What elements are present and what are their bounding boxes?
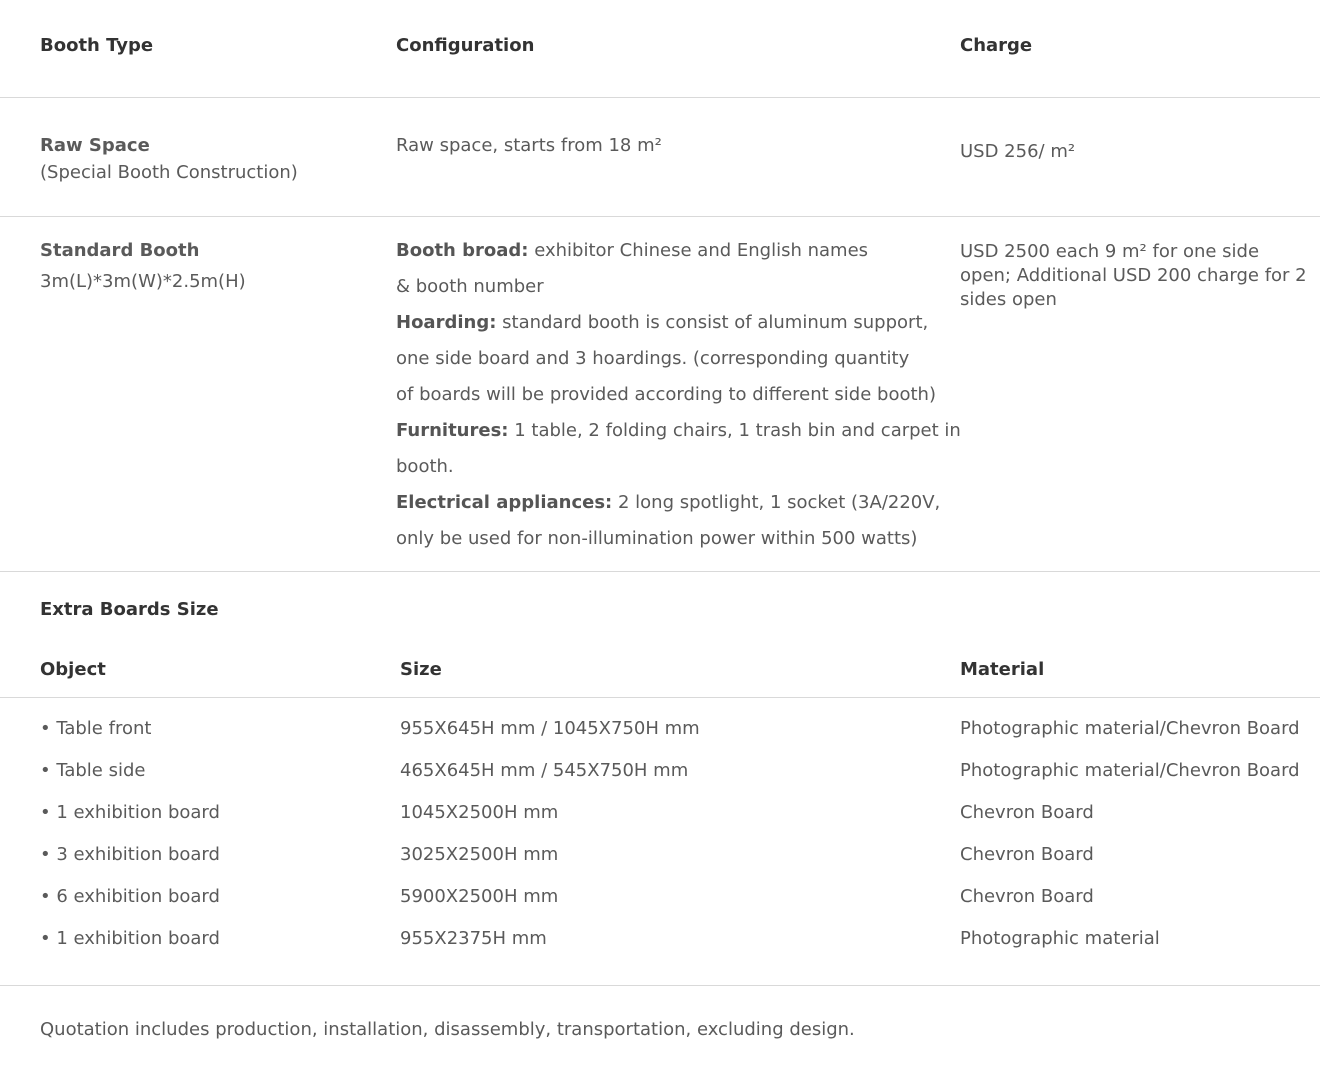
extra-size: 465X645H mm / 545X750H mm bbox=[400, 760, 689, 781]
config-furn-label: Furnitures: bbox=[396, 420, 509, 441]
header-configuration: Configuration bbox=[396, 35, 535, 56]
config-hoarding-label: Hoarding: bbox=[396, 312, 497, 333]
extra-object: • 1 exhibition board bbox=[40, 802, 220, 823]
extra-material: Photographic material/Chevron Board bbox=[960, 718, 1300, 739]
extra-object: • Table side bbox=[40, 760, 146, 781]
standard-booth-divider bbox=[0, 571, 1320, 572]
extra-material: Chevron Board bbox=[960, 802, 1094, 823]
extra-material: Photographic material/Chevron Board bbox=[960, 760, 1300, 781]
config-broad-text: exhibitor Chinese and English names bbox=[528, 240, 869, 261]
extra-object: • 1 exhibition board bbox=[40, 928, 220, 949]
header-material: Material bbox=[960, 659, 1045, 680]
standard-booth-dimensions: 3m(L)*3m(W)*2.5m(H) bbox=[40, 271, 246, 292]
extra-object: • Table front bbox=[40, 718, 152, 739]
extra-material: Chevron Board bbox=[960, 844, 1094, 865]
extra-size: 1045X2500H mm bbox=[400, 802, 559, 823]
header-booth-type: Booth Type bbox=[40, 35, 154, 56]
config-elec-label: Electrical appliances: bbox=[396, 492, 613, 513]
config-hoarding-line-3: of boards will be provided according to different side booth) bbox=[396, 384, 936, 405]
config-hoarding-line-2: one side board and 3 hoardings. (corresponding quantity bbox=[396, 348, 910, 369]
quotation-footnote: Quotation includes production, installation, disassembly, transportation, excluding design. bbox=[40, 1019, 855, 1040]
extra-material: Photographic material bbox=[960, 928, 1160, 949]
extra-material: Chevron Board bbox=[960, 886, 1094, 907]
config-broad-line-2: & booth number bbox=[396, 276, 544, 297]
config-electrical bbox=[396, 492, 940, 513]
config-furn-line-2: booth. bbox=[396, 456, 454, 477]
raw-space-name: Raw Space bbox=[40, 135, 150, 156]
config-furn-text: 1 table, 2 folding chairs, 1 trash bin and carpet in bbox=[508, 420, 961, 441]
extra-boards-divider bbox=[0, 985, 1320, 986]
raw-space-subtitle: (Special Booth Construction) bbox=[40, 162, 298, 183]
extra-object: • 6 exhibition board bbox=[40, 886, 220, 907]
config-hoarding bbox=[396, 312, 928, 333]
config-broad-label: Booth broad: bbox=[396, 240, 529, 261]
header-divider bbox=[0, 97, 1320, 98]
config-furnitures bbox=[396, 420, 961, 441]
header-size: Size bbox=[400, 659, 442, 680]
extra-size: 955X645H mm / 1045X750H mm bbox=[400, 718, 700, 739]
extra-object: • 3 exhibition board bbox=[40, 844, 220, 865]
header-charge: Charge bbox=[960, 35, 1033, 56]
config-booth-broad bbox=[396, 240, 868, 261]
config-elec-text: 2 long spotlight, 1 socket (3A/220V, bbox=[612, 492, 941, 513]
extra-size: 5900X2500H mm bbox=[400, 886, 559, 907]
config-elec-line-2: only be used for non-illumination power within 500 watts) bbox=[396, 528, 918, 549]
standard-booth-name: Standard Booth bbox=[40, 240, 200, 261]
config-hoarding-text: standard booth is consist of aluminum support, bbox=[496, 312, 929, 333]
extra-header-divider bbox=[0, 697, 1320, 698]
header-object: Object bbox=[40, 659, 106, 680]
raw-space-divider bbox=[0, 216, 1320, 217]
standard-booth-charge: USD 2500 each 9 m² for one side open; Additional USD 200 charge for 2 sides open bbox=[960, 241, 1307, 310]
raw-space-configuration: Raw space, starts from 18 m² bbox=[396, 135, 662, 156]
extra-boards-title: Extra Boards Size bbox=[40, 599, 219, 620]
extra-size: 3025X2500H mm bbox=[400, 844, 559, 865]
extra-size: 955X2375H mm bbox=[400, 928, 547, 949]
raw-space-charge: USD 256/ m² bbox=[960, 141, 1076, 162]
